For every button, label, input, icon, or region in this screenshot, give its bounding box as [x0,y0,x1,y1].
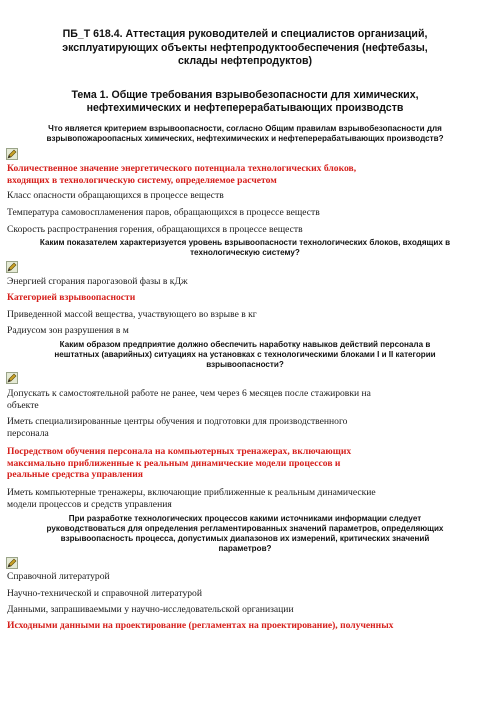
answer-option[interactable]: Радиусом зон разрушения в м [7,325,129,336]
answer-option[interactable]: Данными, запрашиваемыми у научно-исследовательской организации [7,604,294,615]
answer-flag-icon[interactable] [6,148,18,160]
answer-option[interactable] [7,487,477,510]
topic-heading [14,89,476,115]
answer-option[interactable]: Приведенной массой вещества, участвующего во взрыве в кг [7,309,257,320]
answer-option[interactable]: Скорость распространения горения, обращающихся в процессе веществ [7,224,303,235]
title-line: эксплуатирующих объекты нефтепродуктообеспечения (нефтебазы, [62,41,428,54]
answer-option-correct[interactable]: Категорией взрывоопасности [7,292,136,303]
answer-flag-icon[interactable] [6,557,18,569]
title-line: склады нефтепродуктов) [178,55,312,67]
question-line: руководствоваться для определения регламентированных значений параметров, определяющих [46,524,444,533]
answer-line: Иметь компьютерные тренажеры, включающие приближенные к реальным динамические [7,487,376,498]
question-line: Что является критерием взрывоопасности, согласно Общим правилам взрывобезопасности для [48,124,442,133]
question-line: взрывоопасность процесса, допустимых диапазонов их измерений, критических значений [60,534,430,543]
answer-line: реальные средства управления [7,469,143,480]
document-title [14,28,476,69]
answer-option-correct[interactable] [7,446,477,481]
question-line: нештатных (аварийных) ситуациях на установках с технологическими блоками I и II категории [54,350,436,359]
answer-option[interactable]: Температура самовоспламенения паров, обращающихся в процессе веществ [7,207,320,218]
question-line: взрывопожароопасных химических, нефтехимических и нефтеперерабатывающих производств? [46,134,444,143]
answer-option[interactable]: Энергией сгорания парогазовой фазы в кДж [7,276,188,287]
answer-option-correct[interactable]: Исходными данными на проектирование (регламентах на проектирование), полученных [7,620,394,631]
answer-option[interactable] [7,416,477,439]
question-line: Каким показателем характеризуется уровень взрывоопасности технологических блоков, входящих в [39,238,451,247]
answer-option[interactable]: Научно-технической и справочной литературой [7,588,202,599]
pencil-icon [7,149,17,159]
answer-line: персонала [7,427,49,439]
title-line: ПБ_Т 618.4. Аттестация руководителей и специалистов организаций, [62,28,428,40]
question-3 [6,340,484,370]
answer-line: Иметь специализированные центры обучения и подготовки для производственного [7,416,348,427]
answer-option[interactable]: Справочной литературой [7,571,110,582]
question-line: При разработке технологических процессов какими источниками информации следует [68,514,422,523]
question-1 [6,124,484,144]
topic-line: Тема 1. Общие требования взрывобезопасности для химических, [71,89,419,101]
answer-line: Количественное значение энергетического потенциала технологических блоков, [7,163,357,174]
answer-line: максимально приближенные к реальным динамические модели процессов и [7,457,341,469]
question-line: параметров? [218,544,272,553]
answer-line: Посредством обучения персонала на компьютерных тренажерах, включающих [7,446,352,457]
topic-line: нефтехимических и нефтеперерабатывающих производств [86,102,404,114]
answer-line: модели процессов и средств управления [7,498,172,510]
pencil-icon [7,262,17,272]
pencil-icon [7,373,17,383]
question-2 [6,238,484,258]
answer-option-correct[interactable] [7,163,477,186]
answer-line: объекте [7,399,39,411]
answer-line: Допускать к самостоятельной работе не ранее, чем через 6 месяцев после стажировки на [7,388,371,399]
answer-option[interactable]: Класс опасности обращающихся в процессе веществ [7,190,224,201]
pencil-icon [7,558,17,568]
answer-line: входящих в технологическую систему, определяемое расчетом [7,174,277,186]
question-4 [6,514,484,554]
answer-flag-icon[interactable] [6,261,18,273]
answer-option[interactable] [7,388,477,411]
question-line: технологическую систему? [190,248,300,257]
question-line: взрывоопасности? [206,360,284,369]
answer-flag-icon[interactable] [6,372,18,384]
question-line: Каким образом предприятие должно обеспечить наработку навыков действий персонала в [59,340,431,349]
